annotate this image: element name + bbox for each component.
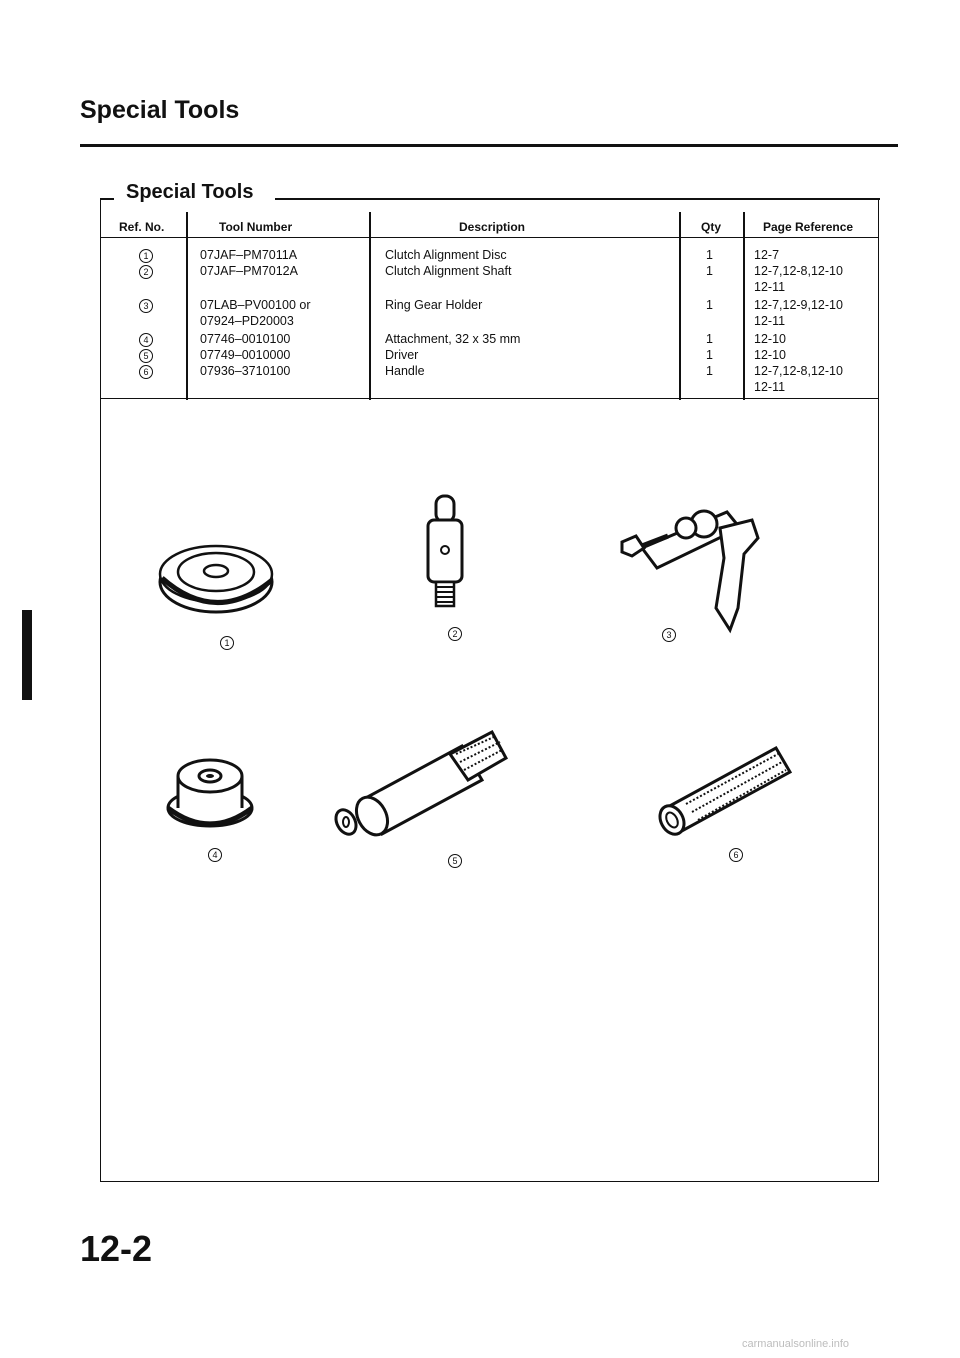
clutch-alignment-disc-illustration (158, 540, 278, 616)
column-divider (679, 212, 681, 400)
illustration-label: 4 (208, 848, 222, 862)
illustration-label: 2 (448, 627, 462, 641)
driver-illustration (332, 720, 512, 840)
page-number: 12-2 (80, 1228, 153, 1269)
ring-gear-holder-illustration (612, 498, 772, 638)
page-reference: 12-7,12-9,12-10 (754, 298, 843, 312)
qty: 1 (706, 348, 713, 362)
ref-number: 1 (139, 249, 153, 263)
ref-number: 6 (139, 365, 153, 379)
column-divider (186, 212, 188, 400)
tool-number: 07924–PD20003 (200, 314, 294, 328)
illustration-label: 3 (662, 628, 676, 642)
ref-number: 3 (139, 299, 153, 313)
page-reference: 12-11 (754, 380, 786, 394)
header-ref-no: Ref. No. (119, 220, 165, 234)
description: Ring Gear Holder (385, 298, 483, 312)
page-reference: 12-7 (754, 248, 780, 262)
qty: 1 (706, 264, 713, 278)
clutch-alignment-shaft-illustration (420, 492, 470, 612)
illustration-label: 5 (448, 854, 462, 868)
ref-number: 5 (139, 349, 153, 363)
column-divider (743, 212, 745, 400)
description: Driver (385, 348, 419, 362)
tool-number: 07936–3710100 (200, 364, 291, 378)
page-reference: 12-10 (754, 332, 786, 346)
tool-number: 07749–0010000 (200, 348, 291, 362)
description: Attachment, 32 x 35 mm (385, 332, 521, 346)
tool-number: 07746–0010100 (200, 332, 291, 346)
header-description: Description (459, 220, 526, 234)
page-header-title: Special Tools (80, 96, 240, 124)
tool-number: 07JAF–PM7012A (200, 264, 298, 278)
attachment-illustration (164, 752, 260, 832)
table-body (101, 238, 878, 399)
ref-number: 4 (139, 333, 153, 347)
qty: 1 (706, 298, 713, 312)
tool-number: 07JAF–PM7011A (200, 248, 298, 262)
header-qty: Qty (701, 220, 722, 234)
handle-illustration (650, 740, 800, 836)
table-header (101, 212, 878, 238)
description: Clutch Alignment Shaft (385, 264, 512, 278)
description: Handle (385, 364, 425, 378)
page-reference: 12-11 (754, 314, 786, 328)
qty: 1 (706, 248, 713, 262)
illustration-label: 1 (220, 636, 234, 650)
page-reference: 12-10 (754, 348, 786, 362)
page-reference: 12-7,12-8,12-10 (754, 364, 843, 378)
ref-number: 2 (139, 265, 153, 279)
header-rule (80, 144, 898, 147)
header-page-reference: Page Reference (763, 220, 854, 234)
special-tools-table (101, 212, 878, 399)
page-reference: 12-7,12-8,12-10 (754, 264, 843, 278)
qty: 1 (706, 332, 713, 346)
description: Clutch Alignment Disc (385, 248, 507, 262)
box-top-border (275, 198, 880, 200)
header-tool-number: Tool Number (219, 220, 293, 234)
section-edge-marker (22, 610, 32, 700)
qty: 1 (706, 364, 713, 378)
section-title: Special Tools (126, 181, 254, 203)
box-top-border (100, 198, 114, 200)
watermark: carmanualsonline.info (742, 1338, 850, 1350)
tool-number: 07LAB–PV00100 or (200, 298, 311, 312)
column-divider (369, 212, 371, 400)
illustration-label: 6 (729, 848, 743, 862)
page-reference: 12-11 (754, 280, 786, 294)
